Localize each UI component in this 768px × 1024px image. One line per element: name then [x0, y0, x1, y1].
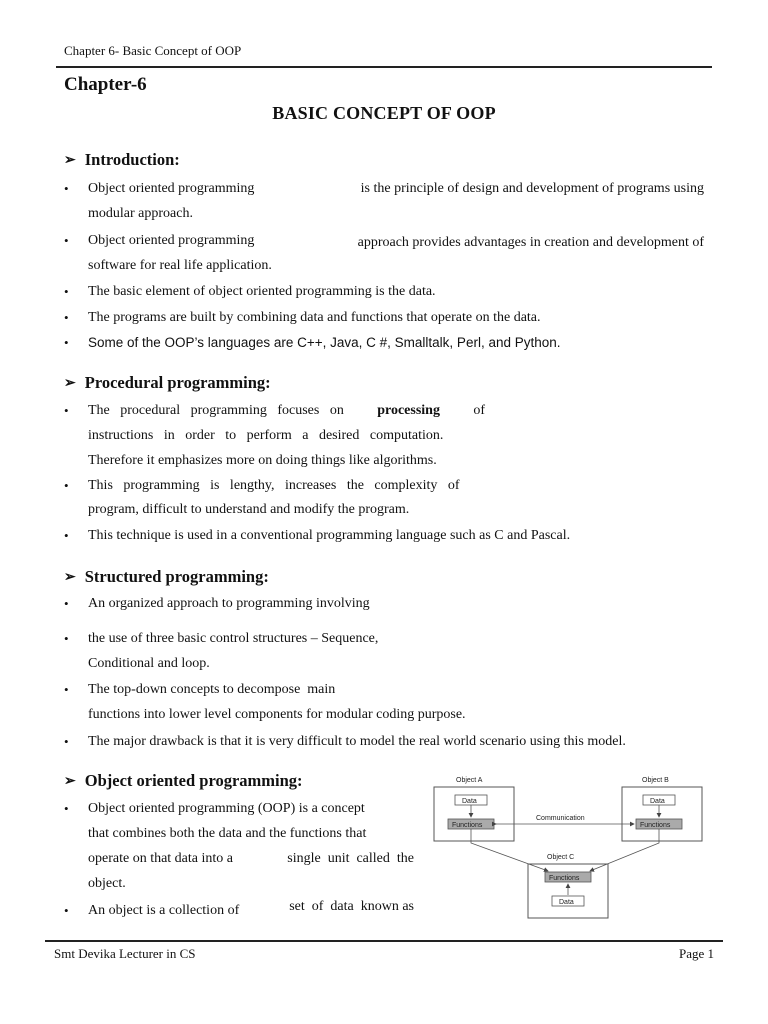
object-a-functions: Functions — [452, 822, 483, 829]
bullet-icon: • — [64, 478, 69, 493]
bullet-icon: • — [64, 335, 69, 350]
page-title: BASIC CONCEPT OF OOP — [272, 103, 496, 123]
bullet-icon: • — [64, 284, 69, 299]
page-number: Page 1 — [678, 946, 714, 961]
footer-author: Smt Devika Lecturer in CS — [54, 946, 196, 961]
running-header: Chapter 6- Basic Concept of OOP — [64, 43, 242, 58]
arrow-bullet-icon: ➢ — [64, 152, 76, 168]
section-heading-introduction: ➢ Introduction: — [64, 150, 180, 169]
object-communication-diagram — [428, 771, 710, 921]
section-heading-oop: ➢ Object oriented programming: — [64, 771, 303, 790]
object-b-data: Data — [650, 798, 665, 805]
bullet-icon: • — [64, 631, 69, 646]
object-c-functions: Functions — [549, 875, 580, 882]
bullet-icon: • — [64, 403, 69, 418]
object-c-label: Object C — [547, 854, 575, 861]
bullet-icon: • — [64, 181, 69, 196]
bullet-icon: • — [64, 801, 69, 816]
object-c-data: Data — [559, 899, 574, 906]
arrow-bullet-icon: ➢ — [64, 569, 76, 585]
header-rule — [56, 66, 712, 68]
object-b-functions: Functions — [640, 822, 671, 829]
arrow-bullet-icon: ➢ — [64, 375, 76, 391]
bullet-icon: • — [64, 528, 69, 543]
object-a-data: Data — [462, 798, 477, 805]
bullet-icon: • — [64, 310, 69, 325]
bullet-icon: • — [64, 734, 69, 749]
footer-rule — [45, 940, 723, 942]
bullet-icon: • — [64, 596, 69, 611]
section-heading-procedural: ➢ Procedural programming: — [64, 373, 271, 392]
section-heading-structured: ➢ Structured programming: — [64, 567, 269, 586]
arrow-bullet-icon: ➢ — [64, 773, 76, 789]
object-b-label: Object B — [642, 777, 669, 784]
object-a-label: Object A — [456, 777, 483, 784]
communication-label: Communication — [536, 815, 585, 822]
bullet-icon: • — [64, 903, 69, 918]
bullet-icon: • — [64, 682, 69, 697]
chapter-label: Chapter-6 — [64, 74, 147, 95]
bullet-icon: • — [64, 233, 69, 248]
